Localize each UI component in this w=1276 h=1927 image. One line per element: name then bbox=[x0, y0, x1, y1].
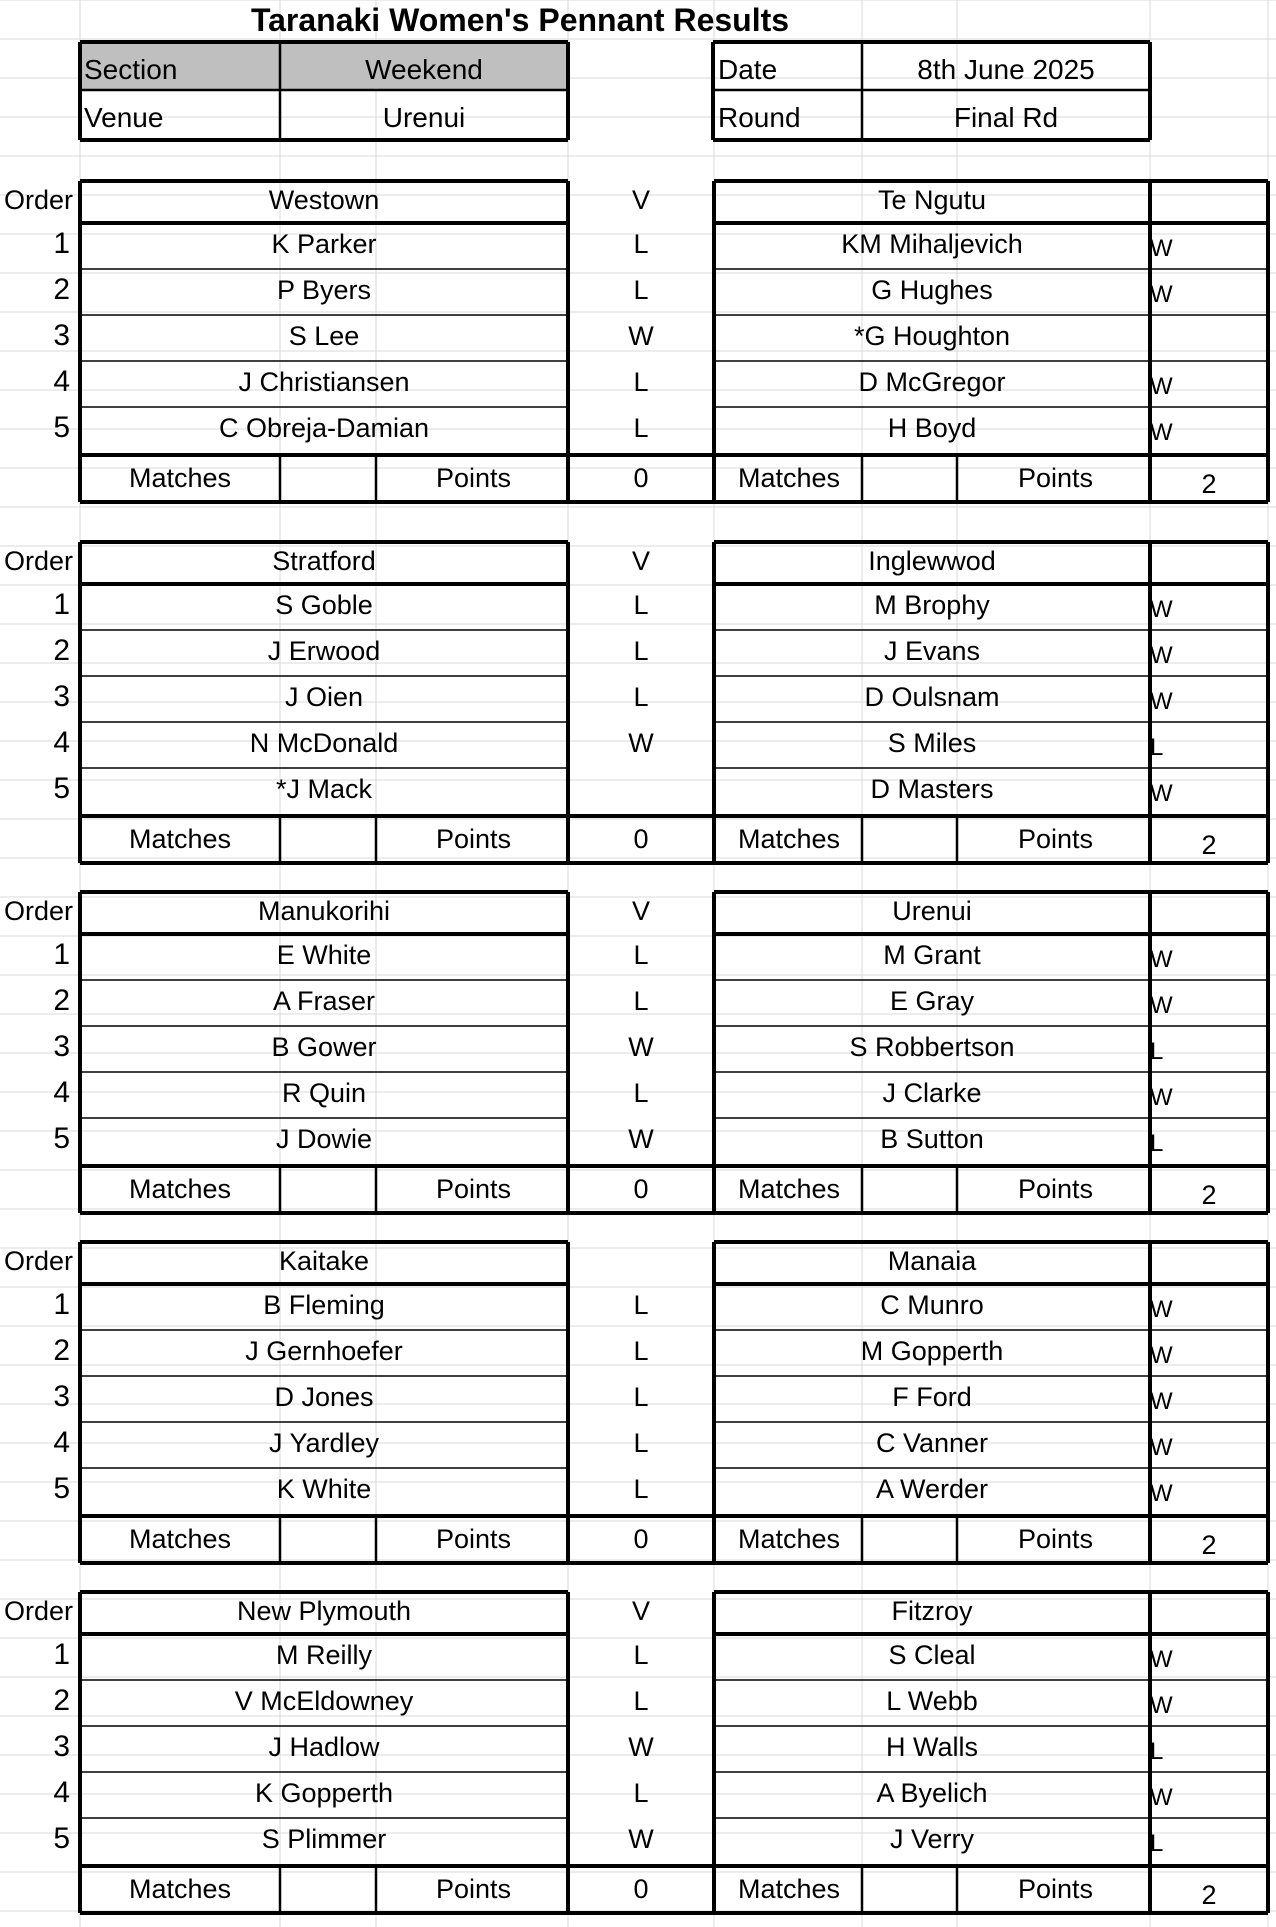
away-player: M Brophy bbox=[874, 590, 990, 620]
away-team-name: Manaia bbox=[887, 1246, 977, 1276]
away-result: L bbox=[1150, 1738, 1164, 1765]
home-player: V McEldowney bbox=[234, 1686, 414, 1716]
home-result: L bbox=[633, 229, 649, 259]
venue-value: Urenui bbox=[382, 102, 466, 133]
home-result: L bbox=[633, 986, 649, 1016]
away-result: W bbox=[1150, 235, 1173, 262]
home-matches-label: Matches bbox=[129, 1174, 232, 1204]
away-matches-label: Matches bbox=[738, 1174, 841, 1204]
home-team-name: Kaitake bbox=[278, 1246, 370, 1276]
away-result: W bbox=[1150, 946, 1173, 973]
away-result: L bbox=[1150, 734, 1164, 761]
player-order: 2 bbox=[53, 1684, 70, 1717]
player-order: 3 bbox=[53, 1730, 70, 1763]
player-order: 2 bbox=[53, 1334, 70, 1367]
home-result: L bbox=[633, 1382, 649, 1412]
home-player: B Gower bbox=[271, 1032, 377, 1062]
home-player: S Lee bbox=[288, 321, 360, 351]
player-order: 1 bbox=[53, 227, 70, 260]
home-result: W bbox=[628, 1824, 654, 1854]
away-player: F Ford bbox=[892, 1382, 972, 1412]
away-points-label: Points bbox=[1018, 824, 1094, 854]
home-player: B Fleming bbox=[263, 1290, 385, 1320]
home-player: J Christiansen bbox=[238, 367, 410, 397]
away-result: W bbox=[1150, 1646, 1173, 1673]
home-result: L bbox=[633, 1686, 649, 1716]
order-label: Order bbox=[4, 896, 74, 926]
away-player: B Sutton bbox=[880, 1124, 984, 1154]
home-matches-label: Matches bbox=[129, 463, 232, 493]
home-matches-label: Matches bbox=[129, 1874, 232, 1904]
player-order: 1 bbox=[53, 938, 70, 971]
home-result: L bbox=[633, 1336, 649, 1366]
home-team-name: Manukorihi bbox=[257, 896, 391, 926]
home-player: *J Mack bbox=[275, 774, 373, 804]
away-player: J Verry bbox=[889, 1824, 975, 1854]
home-points-label: Points bbox=[436, 1524, 512, 1554]
versus-label: V bbox=[631, 185, 650, 215]
away-matches-label: Matches bbox=[738, 1874, 841, 1904]
away-player: M Grant bbox=[883, 940, 981, 970]
away-player: D Masters bbox=[870, 774, 994, 804]
versus-label: V bbox=[631, 546, 650, 576]
away-player: KM Mihaljevich bbox=[841, 229, 1023, 259]
home-player: E White bbox=[276, 940, 372, 970]
home-result: L bbox=[633, 413, 649, 443]
player-order: 3 bbox=[53, 319, 70, 352]
home-matches-label: Matches bbox=[129, 824, 232, 854]
home-points: 0 bbox=[633, 824, 649, 854]
home-points-label: Points bbox=[436, 463, 512, 493]
home-team-name: New Plymouth bbox=[236, 1596, 412, 1626]
away-points: 2 bbox=[1201, 1880, 1217, 1910]
home-player: N McDonald bbox=[249, 728, 399, 758]
player-order: 1 bbox=[53, 1288, 70, 1321]
player-order: 2 bbox=[53, 984, 70, 1017]
away-team-name: Te Ngutu bbox=[877, 185, 987, 215]
away-player: A Werder bbox=[875, 1474, 989, 1504]
home-points-label: Points bbox=[436, 1874, 512, 1904]
player-order: 3 bbox=[53, 680, 70, 713]
player-order: 5 bbox=[53, 1122, 70, 1155]
home-player: K Gopperth bbox=[254, 1778, 394, 1808]
away-result: W bbox=[1150, 688, 1173, 715]
home-points-label: Points bbox=[436, 1174, 512, 1204]
player-order: 5 bbox=[53, 772, 70, 805]
away-player: S Robbertson bbox=[849, 1032, 1015, 1062]
home-player: K White bbox=[276, 1474, 372, 1504]
away-player: J Evans bbox=[883, 636, 981, 666]
away-player: *G Houghton bbox=[853, 321, 1011, 351]
versus-label: V bbox=[631, 1596, 650, 1626]
away-result: L bbox=[1150, 1830, 1164, 1857]
away-result: W bbox=[1150, 373, 1173, 400]
round-label: Round bbox=[718, 102, 801, 133]
home-result: L bbox=[633, 636, 649, 666]
away-result: W bbox=[1150, 281, 1173, 308]
home-result: W bbox=[628, 1124, 654, 1154]
home-points: 0 bbox=[633, 1174, 649, 1204]
player-order: 3 bbox=[53, 1380, 70, 1413]
home-result: W bbox=[628, 728, 654, 758]
home-player: J Gernhoefer bbox=[245, 1336, 403, 1366]
home-player: P Byers bbox=[276, 275, 372, 305]
date-value: 8th June 2025 bbox=[917, 54, 1095, 85]
player-order: 1 bbox=[53, 588, 70, 621]
home-team-name: Westown bbox=[268, 185, 380, 215]
away-team-name: Fitzroy bbox=[891, 1596, 973, 1626]
away-result: W bbox=[1150, 780, 1173, 807]
home-result: W bbox=[628, 1732, 654, 1762]
away-result: W bbox=[1150, 1388, 1173, 1415]
order-label: Order bbox=[4, 1596, 74, 1626]
away-player: S Miles bbox=[887, 728, 977, 758]
player-order: 4 bbox=[53, 365, 70, 398]
player-order: 5 bbox=[53, 411, 70, 444]
player-order: 4 bbox=[53, 1426, 70, 1459]
home-result: L bbox=[633, 1428, 649, 1458]
away-result: W bbox=[1150, 1296, 1173, 1323]
home-points: 0 bbox=[633, 1524, 649, 1554]
away-team-name: Urenui bbox=[892, 896, 972, 926]
home-player: S Goble bbox=[275, 590, 373, 620]
home-result: L bbox=[633, 1474, 649, 1504]
venue-label: Venue bbox=[84, 102, 164, 133]
home-team-name: Stratford bbox=[272, 546, 376, 576]
away-points-label: Points bbox=[1018, 1174, 1094, 1204]
home-result: L bbox=[633, 682, 649, 712]
away-result: W bbox=[1150, 1342, 1173, 1369]
home-player: D Jones bbox=[274, 1382, 374, 1412]
page-title: Taranaki Women's Pennant Results bbox=[250, 2, 790, 38]
home-player: J Yardley bbox=[268, 1428, 380, 1458]
away-player: J Clarke bbox=[882, 1078, 982, 1108]
home-player: J Hadlow bbox=[268, 1732, 380, 1762]
order-label: Order bbox=[4, 1246, 74, 1276]
home-result: L bbox=[633, 1290, 649, 1320]
home-player: J Erwood bbox=[267, 636, 381, 666]
away-player: D Oulsnam bbox=[864, 682, 1000, 712]
away-points: 2 bbox=[1201, 469, 1217, 499]
away-player: M Gopperth bbox=[860, 1336, 1004, 1366]
home-result: L bbox=[633, 1640, 649, 1670]
home-player: S Plimmer bbox=[261, 1824, 387, 1854]
away-player: H Boyd bbox=[887, 413, 977, 443]
away-player: D McGregor bbox=[858, 367, 1006, 397]
home-points: 0 bbox=[633, 463, 649, 493]
away-points: 2 bbox=[1201, 830, 1217, 860]
home-matches-label: Matches bbox=[129, 1524, 232, 1554]
away-player: A Byelich bbox=[876, 1778, 988, 1808]
order-label: Order bbox=[4, 546, 74, 576]
section-label: Section bbox=[84, 54, 178, 85]
player-order: 3 bbox=[53, 1030, 70, 1063]
home-player: K Parker bbox=[271, 229, 377, 259]
order-label: Order bbox=[4, 185, 74, 215]
home-result: L bbox=[633, 1778, 649, 1808]
away-result: W bbox=[1150, 596, 1173, 623]
home-player: M Reilly bbox=[275, 1640, 372, 1670]
away-points-label: Points bbox=[1018, 463, 1094, 493]
home-result: L bbox=[633, 1078, 649, 1108]
date-label: Date bbox=[718, 54, 778, 85]
away-result: W bbox=[1150, 1692, 1173, 1719]
player-order: 4 bbox=[53, 1076, 70, 1109]
away-result: W bbox=[1150, 1784, 1173, 1811]
away-player: E Gray bbox=[889, 986, 975, 1016]
home-result: L bbox=[633, 590, 649, 620]
away-result: W bbox=[1150, 419, 1173, 446]
home-player: A Fraser bbox=[272, 986, 376, 1016]
home-player: R Quin bbox=[281, 1078, 367, 1108]
away-result: L bbox=[1150, 1038, 1164, 1065]
home-result: L bbox=[633, 940, 649, 970]
player-order: 2 bbox=[53, 634, 70, 667]
away-points: 2 bbox=[1201, 1180, 1217, 1210]
home-player: J Oien bbox=[284, 682, 364, 712]
player-order: 5 bbox=[53, 1472, 70, 1505]
player-order: 5 bbox=[53, 1822, 70, 1855]
away-player: H Walls bbox=[886, 1732, 978, 1762]
away-result: W bbox=[1150, 1480, 1173, 1507]
away-player: L Webb bbox=[886, 1686, 978, 1716]
home-result: L bbox=[633, 275, 649, 305]
away-player: G Hughes bbox=[871, 275, 993, 305]
away-points-label: Points bbox=[1018, 1524, 1094, 1554]
away-matches-label: Matches bbox=[738, 463, 841, 493]
away-result: W bbox=[1150, 992, 1173, 1019]
away-points: 2 bbox=[1201, 1530, 1217, 1560]
away-team-name: Inglewwod bbox=[868, 546, 996, 576]
away-matches-label: Matches bbox=[738, 824, 841, 854]
away-result: L bbox=[1150, 1130, 1164, 1157]
away-player: C Vanner bbox=[875, 1428, 989, 1458]
away-player: S Cleal bbox=[888, 1640, 976, 1670]
player-order: 4 bbox=[53, 1776, 70, 1809]
player-order: 4 bbox=[53, 726, 70, 759]
section-value: Weekend bbox=[365, 54, 483, 85]
home-points: 0 bbox=[633, 1874, 649, 1904]
home-result: W bbox=[628, 321, 654, 351]
home-player: J Dowie bbox=[275, 1124, 373, 1154]
away-points-label: Points bbox=[1018, 1874, 1094, 1904]
away-result: W bbox=[1150, 1084, 1173, 1111]
home-player: C Obreja-Damian bbox=[218, 413, 430, 443]
away-matches-label: Matches bbox=[738, 1524, 841, 1554]
home-points-label: Points bbox=[436, 824, 512, 854]
away-player: C Munro bbox=[880, 1290, 984, 1320]
away-result: W bbox=[1150, 1434, 1173, 1461]
round-value: Final Rd bbox=[953, 102, 1059, 133]
player-order: 1 bbox=[53, 1638, 70, 1671]
versus-label: V bbox=[631, 896, 650, 926]
away-result: W bbox=[1150, 642, 1173, 669]
player-order: 2 bbox=[53, 273, 70, 306]
home-result: W bbox=[628, 1032, 654, 1062]
home-result: L bbox=[633, 367, 649, 397]
